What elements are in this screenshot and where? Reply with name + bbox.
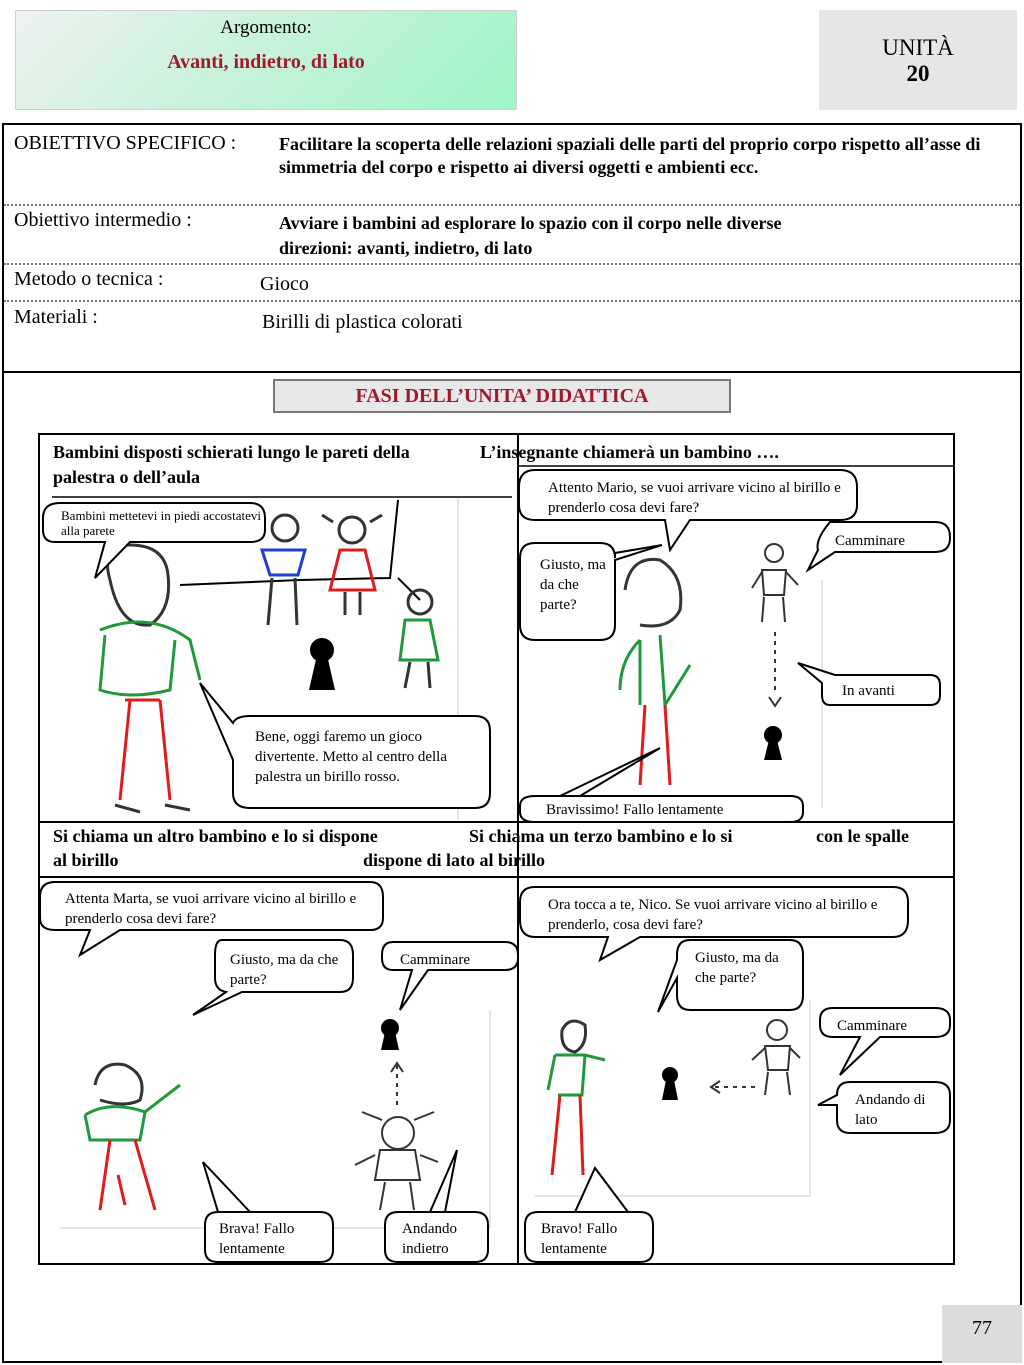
metodo-label: Metodo o tecnica : — [14, 268, 164, 290]
bubble-attento-mario-text: Attento Mario, se vuoi arrivare vicino al birillo e prenderlo cosa devi fare? — [548, 480, 841, 516]
bubble-bravo-text: Bravo! Fallo lentamente — [541, 1221, 618, 1257]
caption-panel-4-extra: con le spalle — [816, 826, 909, 846]
birillo-icon — [381, 1019, 399, 1050]
child-figure — [711, 1020, 800, 1095]
caption-panel-4-line-1: Si chiama un terzo bambino e lo si — [469, 826, 733, 846]
birillo-icon — [764, 726, 782, 760]
bubble-camminare-3-text: Camminare — [837, 1018, 907, 1034]
unit-label: UNITÀ — [882, 35, 954, 60]
caption-panel-4-line-2: dispone di lato al birillo — [363, 850, 546, 870]
unit-number: 20 — [906, 61, 930, 86]
caption-panel-3-line-1: Si chiama un altro bambino e lo si dispone — [53, 826, 378, 846]
metodo-value: Gioco — [260, 273, 309, 295]
child-red-figure — [322, 515, 382, 615]
page-number: 77 — [942, 1305, 1022, 1363]
argomento-title: Avanti, indietro, di lato — [167, 51, 365, 73]
child-blue-figure — [262, 515, 305, 625]
bubble-attenta-marta-text: Attenta Marta, se vuoi arrivare vicino al birillo e prenderlo cosa devi fare? — [65, 891, 357, 927]
birillo-icon — [662, 1067, 678, 1100]
child-figure — [752, 544, 798, 706]
bubble-in-avanti-text: In avanti — [842, 683, 895, 699]
obiettivo-specifico-text: Facilitare la scoperta delle relazioni spaziali delle parti del proprio corpo rispetto all’asse di simmetria del corpo e rispetto ai diversi oggetti e ambienti ecc. — [279, 134, 981, 177]
materiali-value: Birilli di plastica colorati — [262, 311, 463, 333]
teacher-figure — [85, 1064, 180, 1210]
birillo-icon — [309, 638, 335, 690]
child-figure — [355, 1063, 438, 1210]
caption-panel-1-line-1: Bambini disposti schierati lungo le pareti della — [53, 442, 410, 462]
bubble-giusto-1-text: Giusto, ma da che parte? — [540, 557, 606, 613]
bubble-ora-tocca-text: Ora tocca a te, Nico. Se vuoi arrivare vicino al birillo e prenderlo, cosa devi fare? — [548, 897, 878, 933]
obiettivo-intermedio-label: Obiettivo intermedio : — [14, 209, 192, 231]
bubble-andando-lato-text: Andando di lato — [855, 1092, 926, 1128]
bubble-brava-text: Brava! Fallo lentamente — [219, 1221, 295, 1257]
bubble-camminare-1-text: Camminare — [835, 533, 905, 549]
bubble-bambini-text: Bambini mettetevi in piedi accostatevi alla parete — [61, 508, 261, 538]
obiettivo-intermedio-text-2: direzioni: avanti, indietro, di lato — [279, 238, 533, 258]
materiali-label: Materiali : — [14, 306, 98, 328]
caption-panel-1-line-2: palestra o dell’aula — [53, 467, 200, 487]
bubble-camminare-2-text: Camminare — [400, 952, 470, 968]
bubble-giusto-3-text: Giusto, ma da che parte? — [695, 950, 779, 986]
obiettivo-specifico-label: OBIETTIVO SPECIFICO : — [14, 132, 237, 154]
obiettivo-intermedio-text-1: Avviare i bambini ad esplorare lo spazio con il corpo nelle diverse — [279, 213, 782, 233]
teacher-figure — [548, 1021, 605, 1175]
caption-panel-3-line-2: al birillo — [53, 850, 119, 870]
bubble-andando-indietro-text: Andando indietro — [402, 1221, 457, 1257]
bubble-giusto-2-text: Giusto, ma da che parte? — [230, 952, 339, 988]
bubble-bravissimo-text: Bravissimo! Fallo lentamente — [546, 802, 724, 818]
caption-panel-2: L’insegnante chiamerà un bambino …. — [480, 442, 779, 462]
argomento-label: Argomento: — [220, 17, 312, 38]
fasi-title: FASI DELL’UNITA’ DIDATTICA — [273, 379, 731, 413]
child-green-figure — [400, 590, 438, 688]
bubble-bene-text: Bene, oggi faremo un gioco divertente. Metto al centro della palestra un birillo rosso. — [255, 729, 448, 785]
